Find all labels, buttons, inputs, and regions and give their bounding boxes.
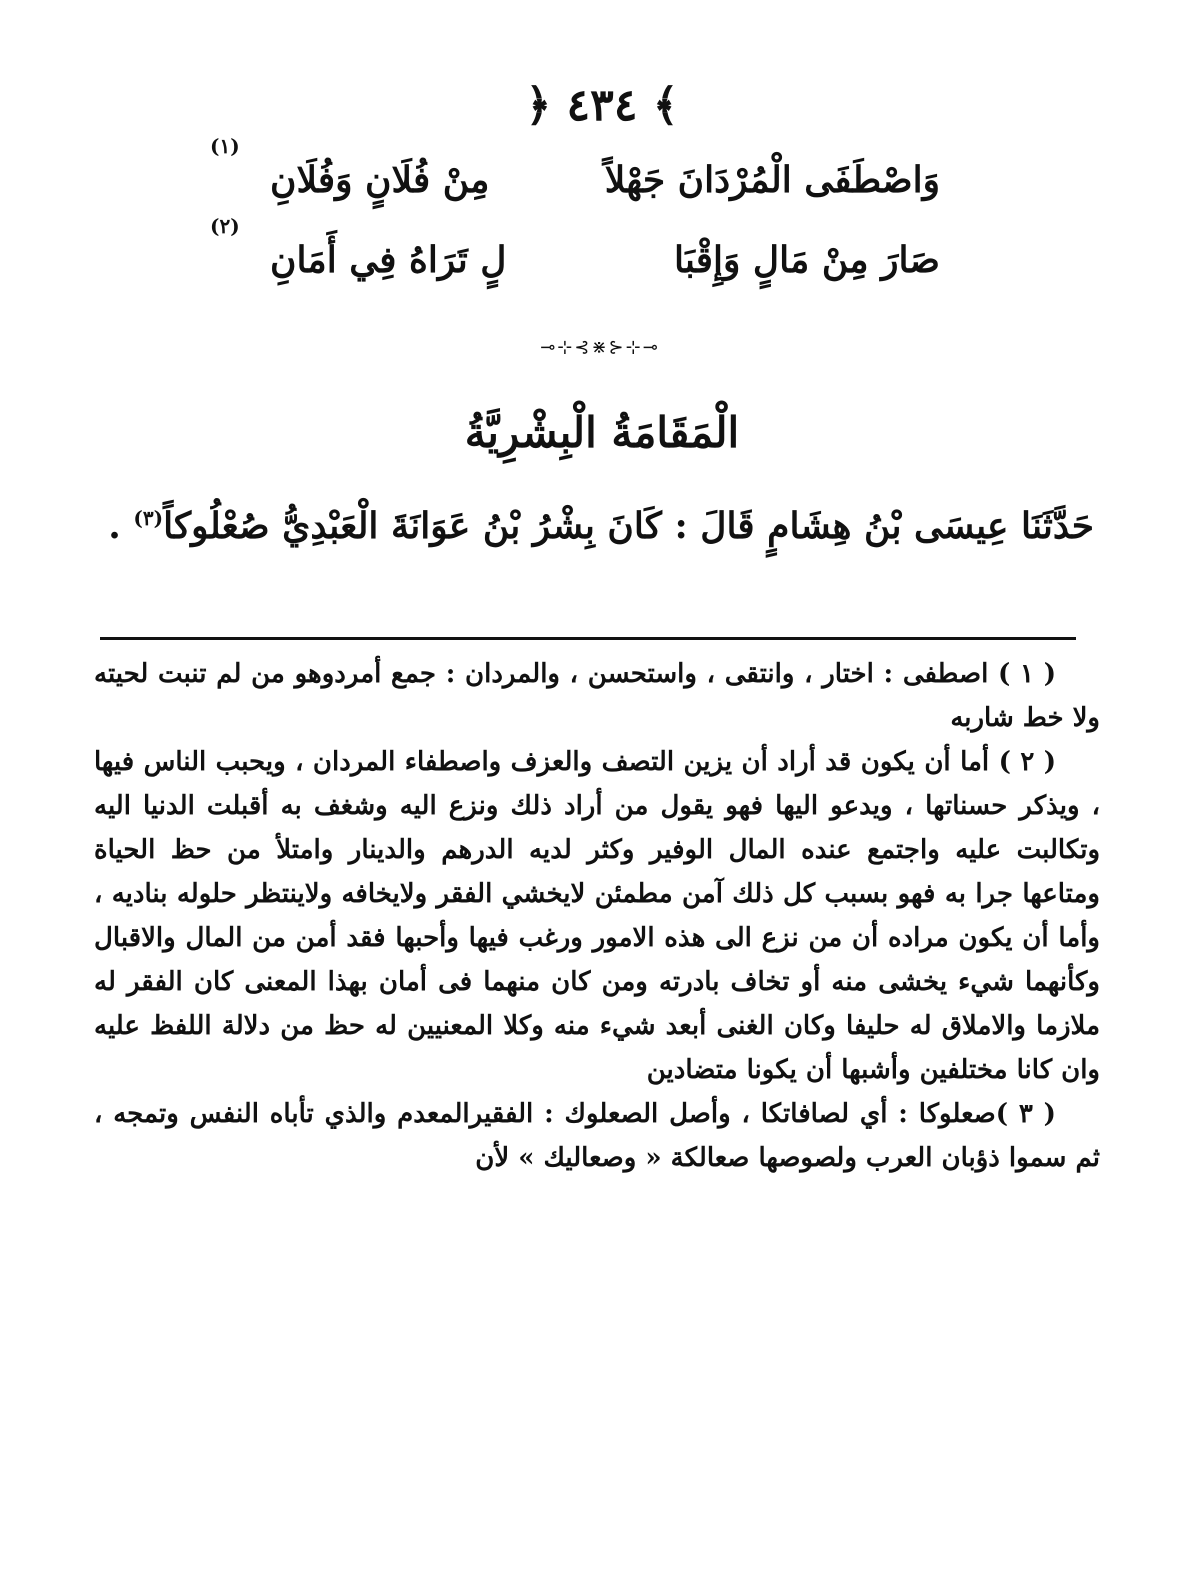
- footnotes-section: [94, 652, 1100, 1180]
- verse-2-footnote-mark: (٢): [210, 214, 240, 238]
- footnote-1-line: ( ١ ) اصطفى : اختار ، وانتقى ، واستحسن ، والمردان : جمع أمردوهو: [294, 659, 1057, 689]
- footnote-3-line: النفس وتمجه ، ثم سموا ذؤبان العرب ولصوصها صعالكة « وصعاليك » لأن: [94, 1099, 1100, 1173]
- intro-text: حَدَّثَنَا عِيسَى بْنُ هِشَامٍ قَالَ : كَانَ بِشْرُ بْنُ عَوَانَةَ الْعَبْدِيُّ صُعْلُوكاً: [163, 505, 1094, 547]
- footnote-3-line: ( ٣ )صعلوكا : أي لصافاتكا ، وأصل الصعلوك : الفقيرالمعدم والذي تأباه: [269, 1099, 1056, 1129]
- footnote-2-line: وكان الغنى أبعد شيء منه وكلا المعنيين له حظ من دلالة اللفظ عليه وان كانا: [94, 1011, 1100, 1085]
- page-number: ﴿ ٤٣٤ ﴾: [525, 80, 679, 131]
- maqama-title: الْمَقَامَةُ الْبِشْرِيَّةُ: [464, 408, 740, 457]
- verse-line-1: [160, 134, 1020, 212]
- intro-end-mark: .: [108, 505, 121, 547]
- footnote-2: [94, 740, 1100, 1092]
- footnote-1-line: من لم تنبت لحيته ولا خط شاربه: [94, 659, 1100, 733]
- section-ornament: ⊸⊹⊰⋇⊱⊹⊸: [540, 337, 660, 358]
- verse-1-footnote-mark: (١): [210, 134, 240, 158]
- footnote-2-line: وأما أن يكون مراده أن من نزع الى هذه الامور ورغب فيها وأحبها فقد: [346, 923, 1100, 953]
- footnote-2-line: ( ٢ ) أما أن يكون قد أراد أن يزين التصف والعزف واصطفاء المردان ،: [295, 747, 1057, 777]
- intro-paragraph: [104, 488, 1094, 564]
- verse-line-2: [160, 214, 1020, 292]
- intro-footnote-mark: (٣): [133, 506, 164, 530]
- footnote-1: [94, 652, 1100, 740]
- footnote-2-line: ويحبب الناس فيها ، ويذكر حسناتها ، ويدعو اليها فهو يقول من أراد ذلك: [94, 747, 1100, 821]
- footnote-2-line: بسبب كل ذلك آمن مطمئن لايخشي الفقر ولايخافه ولاينتظر حلوله بناديه ،: [94, 879, 889, 909]
- footnote-divider: [100, 637, 1076, 640]
- verse-1-second-hemistich: مِنْ فُلَانٍ وَفُلَانِ: [270, 159, 490, 201]
- verse-2-second-hemistich: لٍ تَرَاهُ فِي أَمَانِ: [270, 239, 507, 281]
- verse-1-first-hemistich: وَاصْطَفَى الْمُرْدَانَ جَهْلاً: [604, 159, 940, 201]
- footnote-2-line: الوفير وكثر لديه الدرهم والدينار وامتلأ من حظ الحياة ومتاعها جرا به فهو: [94, 835, 1100, 909]
- verse-2-first-hemistich: صَارَ مِنْ مَالٍ وَإِقْبَا: [673, 239, 940, 281]
- footnote-2-line: أمن من المال والاقبال وكأنهما شيء يخشى منه أو تخاف بادرته: [94, 923, 1100, 997]
- footnote-2-line: ونزع اليه وشغف به أقبلت الدنيا اليه وتكالبت عليه واجتمع عنده المال: [94, 791, 1101, 865]
- footnote-3: [94, 1092, 1100, 1180]
- footnote-2-line: ومن كان منهما فى أمان بهذا المعنى كان الفقر له ملازما والاملاق له حليفا: [94, 967, 1100, 1041]
- footnote-2-line: مختلفين وأشبها أن يكونا متضادين: [646, 1055, 1008, 1085]
